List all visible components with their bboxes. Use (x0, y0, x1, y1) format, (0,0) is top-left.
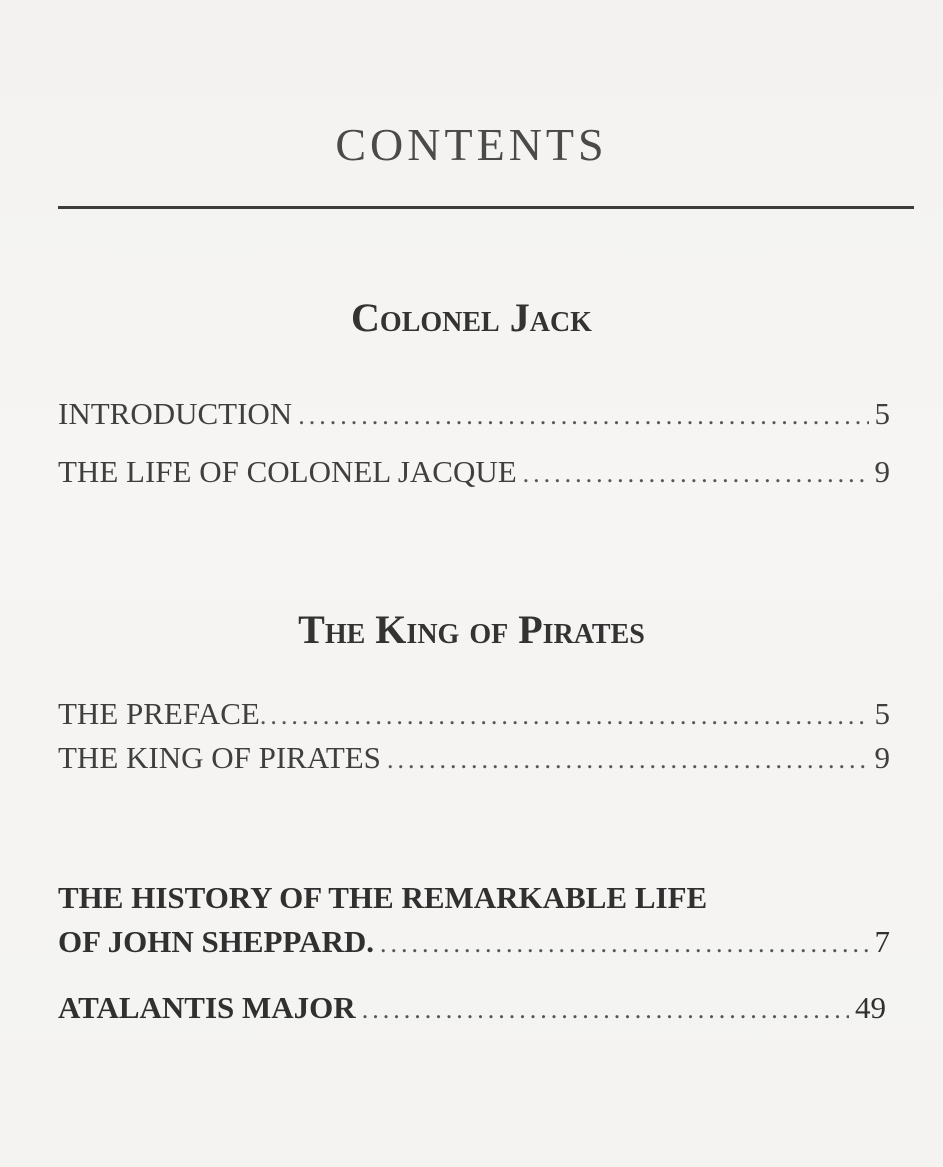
toc-entry-life-of-colonel-jacque[interactable] (58, 454, 890, 490)
toc-entry-atalantis-major[interactable] (58, 990, 886, 1026)
toc-entry-label: THE PREFACE (58, 696, 260, 731)
dot-leader (523, 459, 869, 489)
toc-entry-introduction[interactable] (58, 396, 890, 432)
toc-entry-label: THE KING OF PIRATES (58, 740, 381, 775)
dot-leader (362, 995, 849, 1025)
toc-entry-king-of-pirates[interactable] (58, 740, 890, 776)
dot-leader (387, 745, 869, 775)
dot-leader (260, 701, 869, 731)
toc-entry-page: 49 (855, 990, 886, 1025)
toc-entry-page: 5 (874, 696, 890, 731)
toc-entry-page: 9 (874, 740, 890, 775)
toc-entry-john-sheppard[interactable] (58, 924, 890, 960)
dot-leader (298, 401, 868, 431)
page-title: CONTENTS (335, 119, 608, 170)
toc-entry-page: 5 (874, 396, 890, 431)
toc-entry-page: 9 (874, 454, 890, 489)
toc-entry-label: INTRODUCTION (58, 396, 293, 431)
toc-entry-label: ATALANTIS MAJOR (58, 990, 356, 1025)
dot-leader (380, 929, 868, 959)
toc-entry-label: OF JOHN SHEPPARD. (58, 924, 375, 959)
section-heading-colonel-jack: Colonel Jack (351, 295, 592, 340)
title-rule (58, 206, 914, 209)
toc-entry-preface[interactable] (58, 696, 890, 732)
toc-entry-label: THE LIFE OF COLONEL JACQUE (58, 454, 517, 489)
section-heading-king-of-pirates: The King of Pirates (298, 607, 645, 652)
toc-entry-page: 7 (874, 924, 890, 959)
toc-entry-label-line1: THE HISTORY OF THE REMARKABLE LIFE (58, 880, 708, 915)
